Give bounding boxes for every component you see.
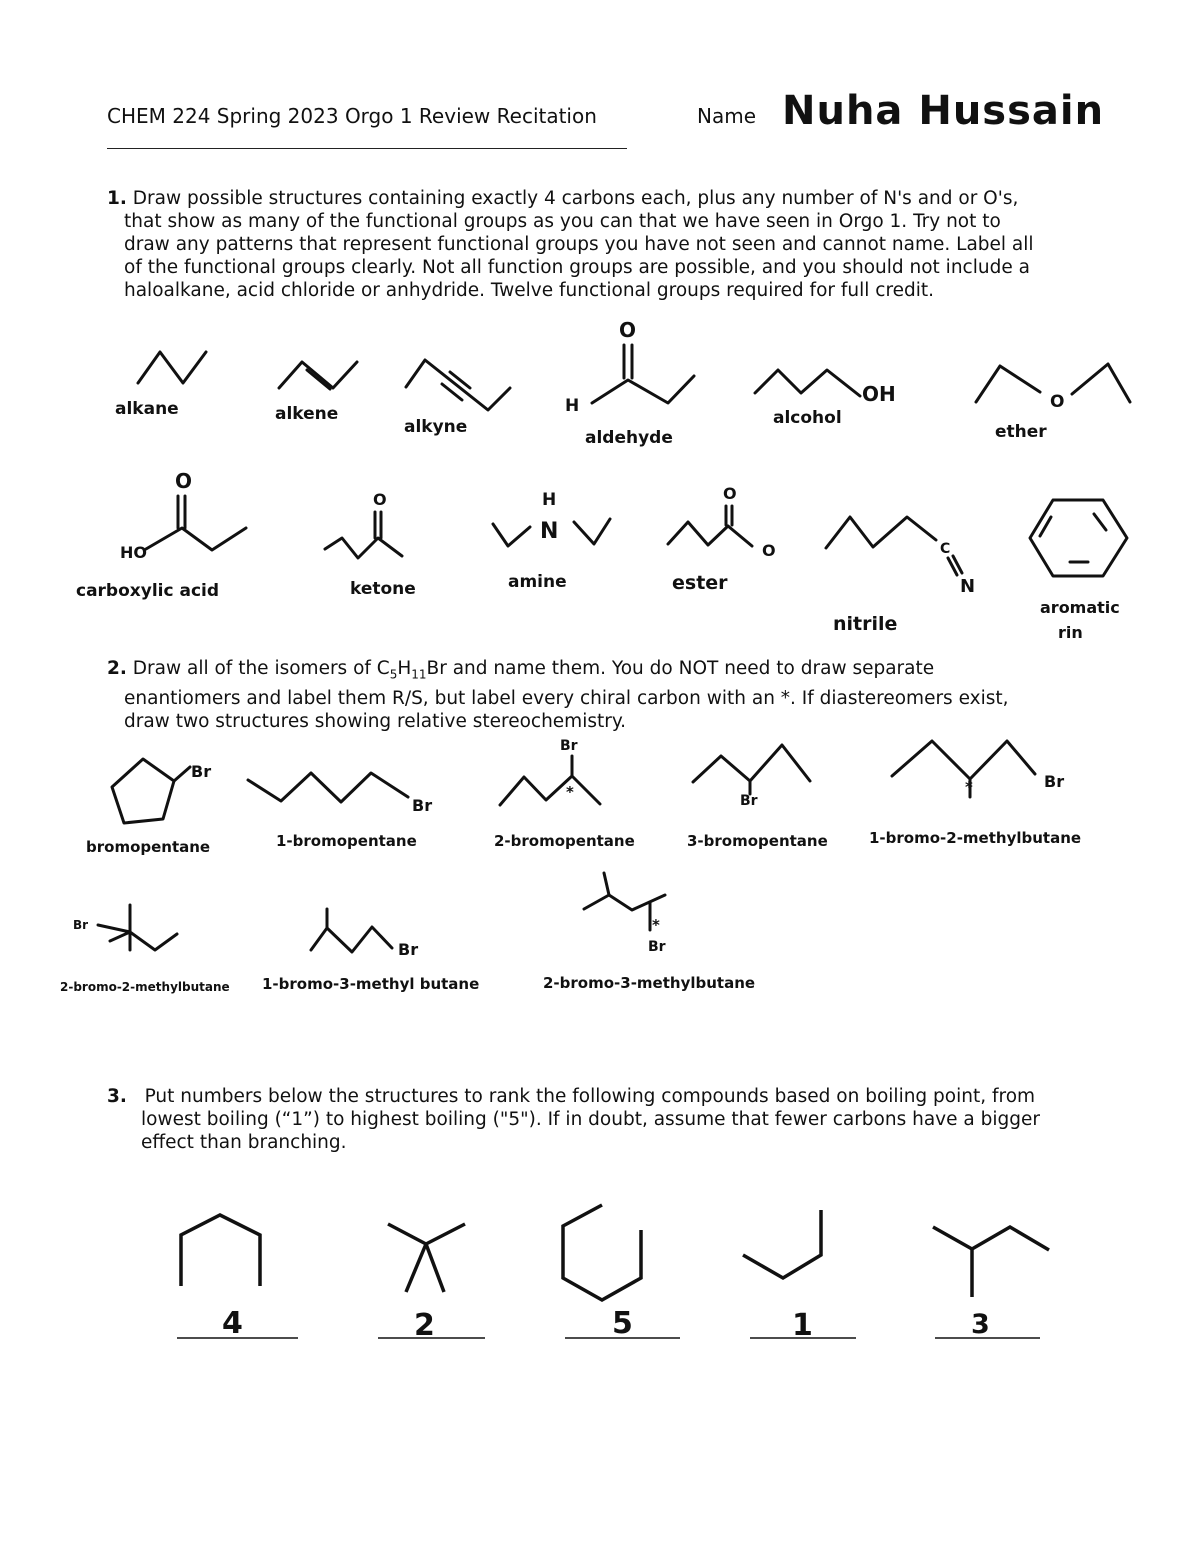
label-3-bromopentane: 3-bromopentane xyxy=(687,832,828,850)
label-ether: ether xyxy=(995,422,1047,442)
label-ring: rin xyxy=(1058,623,1083,642)
isomer-7-chain xyxy=(311,927,392,952)
isomer-1-bromo-2-methylbutane xyxy=(869,741,1081,847)
label-2-bromo-3-methylbutane: 2-bromo-3-methylbutane xyxy=(543,974,756,992)
amine-nitrogen: N xyxy=(540,519,559,544)
structure-alkane xyxy=(115,352,206,419)
isomer-8-br: Br xyxy=(648,939,666,955)
formula-sub-11: 11 xyxy=(411,667,427,682)
cyclopentane-ring xyxy=(112,759,174,823)
q3-structure-3 xyxy=(563,1205,641,1300)
amine-left-chain xyxy=(493,524,530,546)
question-1-line-3: draw any patterns that represent functional groups you have not seen and cannot name. Label all xyxy=(124,234,1034,255)
question-1-line-1: Draw possible structures containing exactly 4 carbons each, plus any number of N's and or O's, xyxy=(132,188,1019,209)
isomer-2-bromopentane xyxy=(494,738,635,850)
isomer-1-bromopentane xyxy=(248,773,432,850)
alkyne-bond-2 xyxy=(450,372,470,388)
label-alkyne: alkyne xyxy=(404,417,468,437)
ring-double-2 xyxy=(1094,514,1106,530)
q3-answer-1: 4 xyxy=(222,1306,243,1341)
isomer-8-chain xyxy=(584,895,665,910)
ether-oxygen: O xyxy=(1050,392,1065,412)
q3-compound-3 xyxy=(563,1205,680,1341)
isomer-2-br: Br xyxy=(560,738,578,754)
label-1-bromopentane: 1-bromopentane xyxy=(276,832,417,850)
question-1-number: 1. xyxy=(107,188,127,209)
question-3-line-1: Put numbers below the structures to rank the following compounds based on boiling point, from xyxy=(144,1086,1036,1107)
q3-structure-5-chain xyxy=(933,1227,1049,1250)
q3-answer-5: 3 xyxy=(971,1309,990,1340)
q3-compound-4 xyxy=(743,1210,856,1343)
isomer-8-star: * xyxy=(652,916,660,934)
cyclopentane-br: Br xyxy=(191,762,212,781)
q3-compound-2 xyxy=(378,1224,485,1343)
ester-carbonyl-oxygen: O xyxy=(723,484,737,503)
structure-aldehyde xyxy=(565,318,694,448)
carboxylic-oxygen: O xyxy=(175,469,193,493)
label-aromatic: aromatic xyxy=(1040,598,1120,617)
student-name: Nuha Hussain xyxy=(782,88,1105,134)
structure-alcohol xyxy=(755,370,896,428)
structure-alkyne xyxy=(404,360,510,437)
alkene-skeleton xyxy=(279,362,357,388)
name-label: Name xyxy=(697,104,757,128)
label-alkene: alkene xyxy=(275,404,339,424)
structure-ether xyxy=(976,364,1130,442)
label-2-bromo-2-methylbutane: 2-bromo-2-methylbutane xyxy=(60,980,230,994)
formula-sub-5: 5 xyxy=(389,667,398,682)
structure-carboxylic-acid xyxy=(76,469,246,601)
label-alkane: alkane xyxy=(115,399,179,419)
amine-right-chain xyxy=(574,519,610,544)
question-2-line-1a: Draw all of the isomers of C xyxy=(132,658,390,679)
carboxylic-skeleton xyxy=(146,528,246,550)
ether-left-chain xyxy=(976,366,1040,402)
aldehyde-hydrogen: H xyxy=(565,396,580,416)
question-3-line-2: lowest boiling (“1”) to highest boiling ("5"). If in doubt, assume that fewer carbons have a bigger xyxy=(141,1109,1040,1130)
q3-s2-bond-c xyxy=(406,1244,426,1292)
isomer-6-br-bond xyxy=(98,925,130,932)
label-ester: ester xyxy=(672,572,728,594)
alkene-double-bond xyxy=(307,370,330,389)
isomer-8-methyl xyxy=(604,873,609,895)
pentane-chain-1 xyxy=(248,773,408,802)
isomer-5-br: Br xyxy=(1044,772,1065,791)
pentane-chain-3 xyxy=(693,745,810,782)
q3-answer-3: 5 xyxy=(612,1306,633,1341)
cyclopentane-br-bond xyxy=(174,767,190,781)
q3-compound-5 xyxy=(933,1227,1049,1340)
question-1-line-2: that show as many of the functional groups as you can that we have seen in Orgo 1. Try not to xyxy=(124,211,1001,232)
question-1-line-4: of the functional groups clearly. Not all function groups are possible, and you should not include a xyxy=(124,257,1030,278)
structure-amine xyxy=(493,490,610,592)
label-aldehyde: aldehyde xyxy=(585,428,673,448)
nitrile-skeleton xyxy=(826,517,936,548)
isomer-2-bromo-3-methylbutane xyxy=(543,873,755,992)
q3-answer-4: 1 xyxy=(792,1308,813,1343)
isomer-2-star: * xyxy=(566,783,574,801)
alcohol-oh: OH xyxy=(862,382,896,406)
structure-nitrile xyxy=(826,517,975,635)
structure-ketone xyxy=(325,490,416,599)
question-3-line-3: effect than branching. xyxy=(141,1132,347,1153)
formula-h: H xyxy=(397,658,412,679)
alkyne-skeleton xyxy=(406,360,510,410)
isomer-bromocyclopentane xyxy=(86,759,211,856)
carboxylic-ho: HO xyxy=(120,543,147,562)
isomer-1-bromo-3-methylbutane xyxy=(262,909,479,993)
isomer-5-star: * xyxy=(965,778,973,796)
isomer-2-bromo-2-methylbutane xyxy=(60,905,230,994)
isomer-3-br: Br xyxy=(740,793,758,809)
ester-oxygen: O xyxy=(762,541,776,560)
benzene-ring xyxy=(1030,500,1127,576)
ketone-skeleton xyxy=(325,538,402,558)
alkane-skeleton xyxy=(138,352,206,383)
aldehyde-skeleton xyxy=(592,376,694,403)
aldehyde-oxygen: O xyxy=(619,318,637,342)
question-3-number: 3. xyxy=(107,1086,127,1107)
q3-answer-2: 2 xyxy=(414,1308,435,1343)
structure-alkene xyxy=(275,362,357,424)
ether-right-chain xyxy=(1072,364,1130,402)
q3-structure-4 xyxy=(743,1210,821,1278)
question-2-line-1b: Br and name them. You do NOT need to draw separate xyxy=(426,658,935,679)
isomer-6-br: Br xyxy=(73,918,89,932)
question-2-number: 2. xyxy=(107,658,127,679)
q3-compound-1 xyxy=(177,1215,298,1341)
question-2-line-2: enantiomers and label them R/S, but label every chiral carbon with an *. If diastereomers exist, xyxy=(124,687,1009,709)
ketone-oxygen: O xyxy=(373,490,387,509)
amine-hydrogen: H xyxy=(542,490,557,510)
label-alcohol: alcohol xyxy=(773,408,842,428)
nitrile-carbon: C xyxy=(940,541,951,557)
label-carboxylic-acid: carboxylic acid xyxy=(76,581,220,601)
question-1-line-5: haloalkane, acid chloride or anhydride. Twelve functional groups required for full credit. xyxy=(124,280,935,301)
nitrile-nitrogen: N xyxy=(960,576,976,597)
label-1-bromo-3-methylbutane: 1-bromo-3-methyl butane xyxy=(262,975,480,993)
structure-ester xyxy=(668,484,776,594)
q3-structure-1 xyxy=(181,1215,260,1286)
alcohol-skeleton xyxy=(755,370,860,396)
q3-s2-bond-d xyxy=(426,1244,444,1292)
label-nitrile: nitrile xyxy=(833,613,898,635)
isomer-3-bromopentane xyxy=(687,745,828,850)
isomer-6-chain xyxy=(110,932,177,950)
label-bromopentane: bromopentane xyxy=(86,838,211,856)
label-ketone: ketone xyxy=(350,579,416,599)
structure-aromatic-ring xyxy=(1030,500,1127,642)
worksheet-title: CHEM 224 Spring 2023 Orgo 1 Review Recitation xyxy=(107,104,597,128)
q3-s2-bond-a xyxy=(388,1224,426,1244)
label-amine: amine xyxy=(508,572,567,592)
q3-s2-bond-b xyxy=(426,1224,465,1244)
isomer-7-br: Br xyxy=(398,940,419,959)
pentane-chain-2 xyxy=(500,776,600,805)
label-1-bromo-2-methylbutane: 1-bromo-2-methylbutane xyxy=(869,829,1082,847)
butane-chain-5 xyxy=(892,741,1035,779)
question-2-line-3: draw two structures showing relative stereochemistry. xyxy=(124,710,627,732)
label-2-bromopentane: 2-bromopentane xyxy=(494,832,635,850)
isomer-1-br: Br xyxy=(412,796,433,815)
ester-skeleton xyxy=(668,522,752,546)
